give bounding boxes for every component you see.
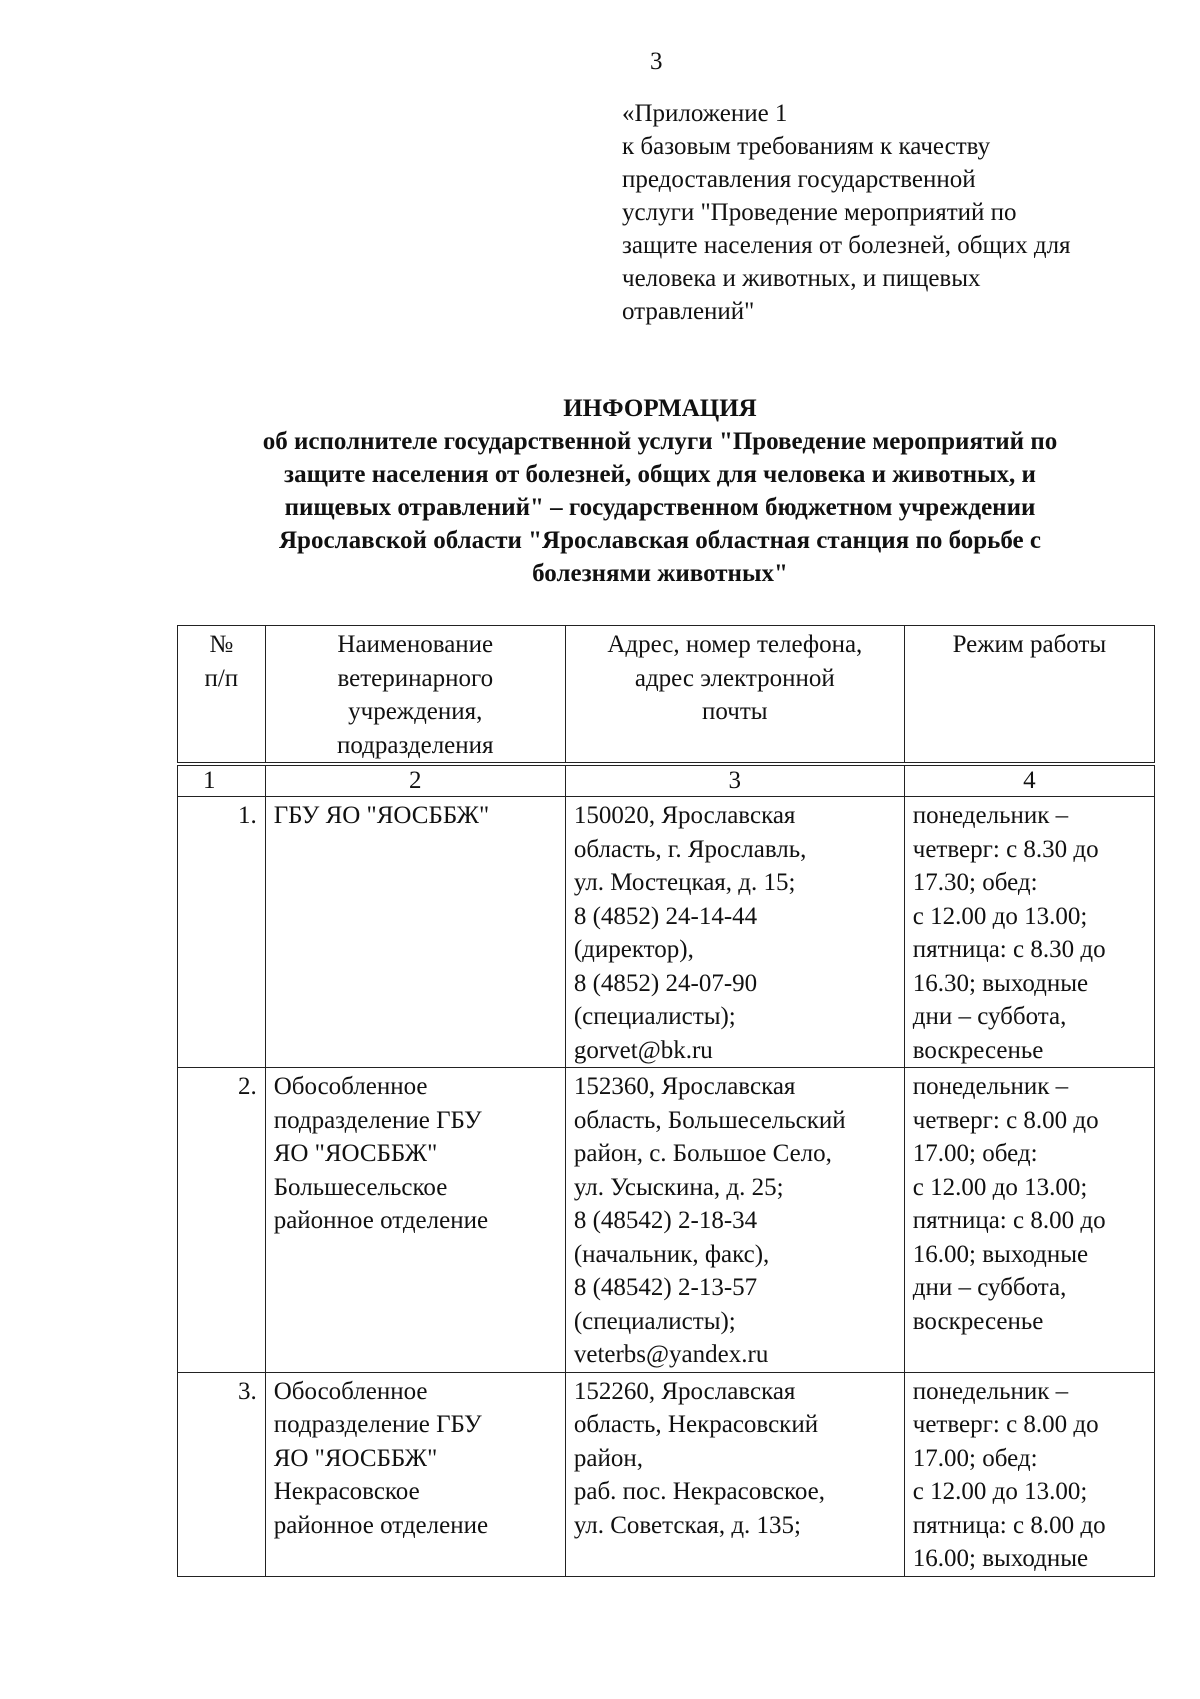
header-text: Наименование — [337, 631, 494, 658]
table-row — [178, 1372, 1155, 1576]
cell-line: четверг: с 8.00 до — [912, 1106, 1099, 1134]
cell-line: раб. пос. Некрасовское, — [573, 1478, 826, 1505]
appendix-line: защите населения от болезней, общих для — [622, 232, 1071, 259]
institutions-table — [177, 625, 1155, 1577]
institution-address — [565, 797, 904, 1068]
appendix-line: к базовым требованиям к качеству — [622, 133, 991, 160]
header-text: адрес электронной — [634, 664, 835, 692]
header-address — [565, 626, 904, 765]
cell-line: Большесельское — [273, 1173, 448, 1201]
cell-line: с 12.00 до 13.00; — [912, 1173, 1088, 1201]
cell-line: понедельник – — [912, 1073, 1069, 1100]
email-address: gorvet@bk.ru — [573, 1036, 713, 1064]
column-number: 2 — [265, 764, 565, 797]
cell-line: 150020, Ярославская — [573, 802, 796, 829]
table-row — [178, 1068, 1155, 1373]
cell-line: пятница: с 8.00 до — [912, 1511, 1106, 1539]
cell-line: пятница: с 8.00 до — [912, 1207, 1106, 1234]
cell-line: Обособленное — [273, 1377, 428, 1405]
appendix-line: предоставления государственной — [622, 166, 976, 193]
title-heading: ИНФОРМАЦИЯ — [563, 395, 757, 422]
cell-line: район, — [573, 1444, 643, 1472]
appendix-line: отравлений" — [622, 298, 755, 325]
cell-line: 17.00; обед: — [912, 1140, 1038, 1167]
appendix-reference — [622, 97, 1182, 328]
cell-line: (директор), — [573, 936, 694, 963]
cell-line: ЯО "ЯОСББЖ" — [273, 1140, 438, 1167]
header-num — [178, 626, 266, 765]
header-text: Режим работы — [952, 631, 1107, 658]
cell-line: (специалисты); — [573, 1307, 736, 1335]
institution-name — [265, 1068, 565, 1373]
email-address: veterbs@yandex.ru — [573, 1341, 769, 1368]
header-text: учреждения, — [348, 698, 483, 725]
column-number: 4 — [904, 764, 1154, 797]
header-text: № — [209, 631, 234, 658]
cell-line: 17.00; обед: — [912, 1444, 1038, 1472]
cell-line: подразделение ГБУ — [273, 1411, 482, 1438]
institution-address — [565, 1372, 904, 1576]
cell-line: воскресенье — [912, 1307, 1044, 1335]
appendix-line: услуги "Проведение мероприятий по — [622, 199, 1017, 226]
column-number: 3 — [565, 764, 904, 797]
cell-line: 16.00; выходные — [912, 1240, 1089, 1268]
column-number: 1 — [178, 764, 266, 797]
institution-name — [265, 1372, 565, 1576]
document-title — [120, 392, 1200, 590]
cell-line: четверг: с 8.00 до — [912, 1411, 1099, 1438]
cell-line: 152360, Ярославская — [573, 1073, 796, 1100]
cell-line: районное отделение — [273, 1207, 489, 1234]
cell-line: (начальник, факс), — [573, 1240, 770, 1268]
cell-line: четверг: с 8.30 до — [912, 835, 1099, 863]
cell-line: ул. Мостецкая, д. 15; — [573, 869, 796, 896]
column-number-row — [178, 764, 1155, 797]
table-row — [178, 797, 1155, 1068]
title-line: защите населения от болезней, общих для человека и животных, и — [284, 461, 1036, 488]
cell-line: дни – суббота, — [912, 1003, 1067, 1030]
row-number: 1. — [178, 797, 266, 1068]
cell-line: понедельник – — [912, 1377, 1069, 1405]
working-hours — [904, 797, 1154, 1068]
cell-line: 16.30; выходные — [912, 969, 1089, 997]
title-line: пищевых отравлений" – государственном бюджетном учреждении — [284, 494, 1036, 521]
header-text: п/п — [204, 664, 239, 692]
cell-line: 16.00; выходные — [912, 1545, 1089, 1572]
cell-line: район, с. Большое Село, — [573, 1140, 832, 1167]
cell-line: ЯО "ЯОСББЖ" — [273, 1444, 438, 1472]
cell-line: подразделение ГБУ — [273, 1106, 482, 1134]
cell-line: понедельник – — [912, 802, 1069, 829]
appendix-line: «Приложение 1 — [622, 100, 788, 127]
cell-line: 17.30; обед: — [912, 869, 1038, 896]
cell-line: ул. Усыскина, д. 25; — [573, 1173, 784, 1201]
cell-line: область, Большесельский — [573, 1106, 846, 1134]
cell-line: Некрасовское — [273, 1478, 420, 1505]
cell-line: 8 (4852) 24-14-44 — [573, 902, 758, 930]
institution-name — [265, 797, 565, 1068]
cell-line: с 12.00 до 13.00; — [912, 902, 1088, 930]
header-name — [265, 626, 565, 765]
page-number: 3 — [650, 48, 663, 75]
title-line: Ярославской области "Ярославская областная станция по борьбе с — [279, 527, 1041, 554]
header-text: почты — [702, 698, 768, 725]
cell-line: дни – суббота, — [912, 1274, 1067, 1301]
cell-line: 8 (48542) 2-18-34 — [573, 1207, 758, 1234]
cell-line: ул. Советская, д. 135; — [573, 1511, 802, 1539]
appendix-line: человека и животных, и пищевых — [622, 265, 981, 292]
cell-line: ГБУ ЯО "ЯОСББЖ" — [273, 802, 490, 829]
header-text: подразделения — [336, 731, 494, 759]
cell-line: с 12.00 до 13.00; — [912, 1478, 1088, 1505]
table-header-row — [178, 626, 1155, 765]
cell-line: (специалисты); — [573, 1003, 736, 1030]
row-number: 2. — [178, 1068, 266, 1373]
cell-line: Обособленное — [273, 1073, 428, 1100]
cell-line: районное отделение — [273, 1511, 489, 1539]
header-text: Адрес, номер телефона, — [607, 631, 863, 658]
cell-line: область, Некрасовский — [573, 1411, 819, 1438]
working-hours — [904, 1372, 1154, 1576]
cell-line: область, г. Ярославль, — [573, 835, 807, 863]
title-line: об исполнителе государственной услуги "Проведение мероприятий по — [262, 428, 1058, 455]
header-mode — [904, 626, 1154, 765]
header-text: ветеринарного — [337, 664, 494, 692]
working-hours — [904, 1068, 1154, 1373]
cell-line: 8 (48542) 2-13-57 — [573, 1274, 758, 1301]
cell-line: 152260, Ярославская — [573, 1377, 796, 1405]
title-line: болезнями животных" — [532, 560, 788, 587]
row-number: 3. — [178, 1372, 266, 1576]
institution-address — [565, 1068, 904, 1373]
cell-line: пятница: с 8.30 до — [912, 936, 1106, 963]
cell-line: воскресенье — [912, 1036, 1044, 1064]
cell-line: 8 (4852) 24-07-90 — [573, 969, 758, 997]
